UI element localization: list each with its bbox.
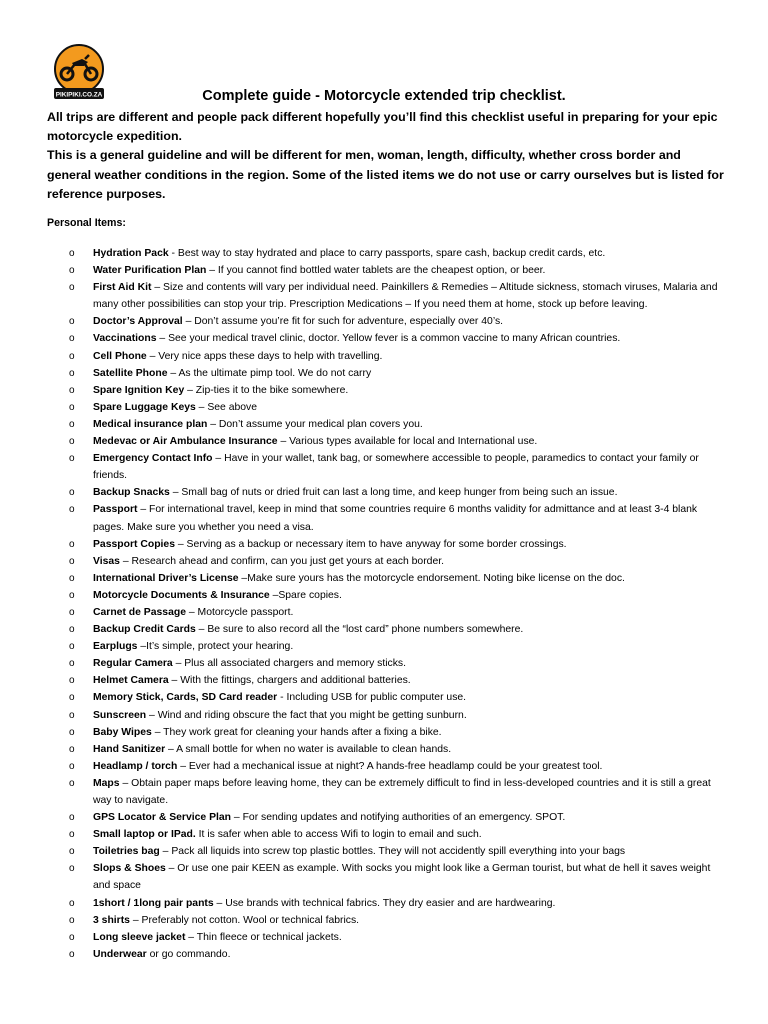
list-item: [47, 826, 725, 843]
bullet-icon: o: [69, 418, 75, 430]
list-item: [47, 929, 725, 946]
item-name: Passport Copies: [93, 538, 175, 550]
bullet-icon: o: [69, 743, 75, 755]
item-description: – As the ultimate pimp tool. We do not carry: [167, 367, 372, 379]
bullet-icon: o: [69, 453, 75, 465]
item-name: Toiletries bag: [93, 846, 160, 858]
item-description: It is safer when able to access Wifi to login to email and such.: [195, 829, 482, 841]
list-item: [47, 860, 725, 894]
item-description: - Best way to stay hydrated and place to carry passports, spare cash, backup credit cards, etc.: [168, 248, 606, 259]
item-name: Doctor’s Approval: [93, 316, 183, 328]
item-name: Hand Sanitizer: [93, 743, 166, 755]
bullet-icon: o: [69, 436, 75, 448]
item-description: –It’s simple, protect your hearing.: [137, 641, 294, 653]
item-name: Visas: [93, 555, 120, 567]
list-item: [47, 313, 725, 330]
item-description: – Use brands with technical fabrics. They dry easier and are hardwearing.: [213, 897, 556, 909]
list-item: [47, 536, 725, 553]
list-item: [47, 433, 725, 450]
bullet-icon: o: [69, 760, 75, 772]
item-name: Underwear: [93, 948, 147, 960]
list-item: [47, 416, 725, 433]
item-name: Carnet de Passage: [93, 606, 186, 618]
bullet-icon: o: [69, 487, 75, 499]
item-name: Small laptop or IPad.: [93, 829, 196, 841]
item-name: Slops & Shoes: [93, 863, 166, 875]
checklist: [47, 245, 725, 963]
bullet-icon: o: [69, 709, 75, 721]
list-item: [47, 382, 725, 399]
item-description: –Make sure yours has the motorcycle endorsement. Noting bike license on the doc.: [238, 572, 625, 584]
list-item: [47, 655, 725, 672]
bullet-icon: o: [69, 265, 75, 277]
logo-text: PIKIPIKI.CO.ZA: [55, 91, 103, 99]
list-item: [47, 809, 725, 826]
item-name: 1short / 1long pair pants: [93, 897, 214, 909]
item-name: Backup Credit Cards: [93, 624, 196, 636]
item-description: or go commando.: [146, 948, 231, 960]
list-item: [47, 895, 725, 912]
bullet-icon: o: [69, 572, 75, 584]
item-description: – If you cannot find bottled water tablets are the cheapest option, or beer.: [206, 265, 546, 277]
intro-paragraph: All trips are different and people pack different hopefully you’ll find this checklist useful in preparing for your epic motorcycle expedition.: [47, 110, 718, 144]
bullet-icon: o: [69, 812, 75, 824]
item-description: – Zip-ties it to the bike somewhere.: [184, 384, 349, 396]
list-item: [47, 843, 725, 860]
item-name: Satellite Phone: [93, 367, 168, 379]
item-name: GPS Locator & Service Plan: [93, 812, 232, 824]
item-description: – Very nice apps these days to help with travelling.: [146, 350, 383, 362]
list-item: [47, 553, 725, 570]
item-description: – Pack all liquids into screw top plastic bottles. They will not accidently spill everything into your bags: [159, 846, 626, 858]
item-description: – Various types available for local and International use.: [277, 436, 538, 448]
document-title: Complete guide - Motorcycle extended trip checklist.: [202, 88, 566, 104]
item-description: – Research ahead and confirm, can you just get yours at each border.: [119, 555, 445, 567]
list-item: [47, 672, 725, 689]
bullet-icon: o: [69, 316, 75, 328]
bullet-icon: o: [69, 777, 75, 789]
bullet-icon: o: [69, 624, 75, 636]
list-item: [47, 399, 725, 416]
list-item: [47, 484, 725, 501]
item-description: – Or use one pair KEEN as example. With socks you might look like a German tourist, but what de hell it saves weight and space: [93, 863, 711, 892]
item-description: – Wind and riding obscure the fact that you might be getting sunburn.: [146, 709, 467, 721]
item-name: Baby Wipes: [93, 726, 152, 738]
bullet-icon: o: [69, 504, 75, 516]
bullet-icon: o: [69, 692, 75, 704]
item-description: – Preferably not cotton. Wool or technical fabrics.: [129, 914, 360, 926]
list-item: [47, 775, 725, 809]
bullet-icon: o: [69, 658, 75, 670]
list-item: [47, 570, 725, 587]
bullet-icon: o: [69, 589, 75, 601]
bullet-icon: o: [69, 948, 75, 960]
item-name: Helmet Camera: [93, 675, 169, 687]
list-item: [47, 724, 725, 741]
item-name: Vaccinations: [93, 333, 157, 345]
item-name: Maps: [93, 777, 120, 789]
item-name: Emergency Contact Info: [93, 453, 213, 465]
item-name: Motorcycle Documents & Insurance: [93, 589, 270, 601]
list-item: [47, 279, 725, 313]
item-name: Spare Ignition Key: [93, 384, 185, 396]
item-description: – See your medical travel clinic, doctor. Yellow fever is a common vaccine to many African countries.: [156, 333, 621, 345]
bullet-icon: o: [69, 641, 75, 653]
bullet-icon: o: [69, 401, 75, 413]
item-name: Earplugs: [93, 641, 138, 653]
item-description: – They work great for cleaning your hands after a fixing a bike.: [151, 726, 442, 738]
item-name: Passport: [93, 504, 138, 516]
list-item: [47, 365, 725, 382]
list-item: [47, 758, 725, 775]
bullet-icon: o: [69, 384, 75, 396]
item-name: Long sleeve jacket: [93, 931, 186, 943]
bullet-icon: o: [69, 538, 75, 550]
bullet-icon: o: [69, 248, 75, 259]
item-description: – Thin fleece or technical jackets.: [185, 931, 342, 943]
list-item: [47, 741, 725, 758]
item-name: Cell Phone: [93, 350, 147, 362]
bullet-icon: o: [69, 726, 75, 738]
item-description: – Size and contents will vary per individual need. Painkillers & Remedies – Altitude sickness, stomach viruses, Malaria and many other possibilities can stop your trip. Prescription Medications – If you need them at home, stock up before leaving.: [93, 282, 718, 311]
item-name: Water Purification Plan: [93, 265, 207, 277]
bullet-icon: o: [69, 846, 75, 858]
list-item: [47, 245, 725, 262]
bullet-icon: o: [69, 863, 75, 875]
item-description: – Obtain paper maps before leaving home, they can be extremely difficult to find in less-developed countries and it is still a great way to navigate.: [93, 777, 711, 806]
item-description: – Small bag of nuts or dried fruit can last a long time, and keep hunger from being such an issue.: [169, 487, 618, 499]
item-description: – Motorcycle passport.: [185, 606, 294, 618]
bullet-icon: o: [69, 555, 75, 567]
bullet-icon: o: [69, 829, 75, 841]
item-name: Medevac or Air Ambulance Insurance: [93, 436, 278, 448]
list-item: [47, 501, 725, 535]
list-item: [47, 604, 725, 621]
bullet-icon: o: [69, 367, 75, 379]
item-description: – For international travel, keep in mind that some countries require 6 months validity for admittance and at least 3-4 blank pages. Make sure you whether you need a visa.: [93, 504, 698, 533]
item-name: Medical insurance plan: [93, 418, 208, 430]
item-name: Spare Luggage Keys: [93, 401, 196, 413]
list-item: [47, 912, 725, 929]
item-description: –Spare copies.: [269, 589, 342, 601]
item-description: – Be sure to also record all the “lost card” phone numbers somewhere.: [195, 624, 524, 636]
list-item: [47, 638, 725, 655]
item-description: - Including USB for public computer use.: [277, 692, 467, 704]
item-name: Hydration Pack: [93, 248, 169, 259]
item-name: Memory Stick, Cards, SD Card reader: [93, 692, 278, 704]
bullet-icon: o: [69, 897, 75, 909]
bullet-icon: o: [69, 282, 75, 294]
bullet-icon: o: [69, 914, 75, 926]
list-item: [47, 450, 725, 484]
item-name: 3 shirts: [93, 914, 130, 926]
item-name: Backup Snacks: [93, 487, 170, 499]
item-description: – Plus all associated chargers and memory sticks.: [172, 658, 407, 670]
bullet-icon: o: [69, 350, 75, 362]
bullet-icon: o: [69, 333, 75, 345]
item-description: – Ever had a mechanical issue at night? A hands-free headlamp could be your greatest tool.: [177, 760, 603, 772]
item-name: Regular Camera: [93, 658, 173, 670]
intro: [47, 108, 727, 204]
list-item: [47, 689, 725, 706]
list-item: [47, 348, 725, 365]
intro-paragraph: This is a general guideline and will be different for men, woman, length, difficulty, whether cross border and general weather conditions in the region. Some of the listed items we do not use or carry ourselves but is listed for reference purposes.: [47, 148, 724, 201]
item-description: – Don’t assume your medical plan covers you.: [207, 418, 423, 430]
item-description: – Have in your wallet, tank bag, or somewhere accessible to people, paramedics to contact your family or friends.: [93, 453, 699, 482]
item-description: – Serving as a backup or necessary item to have anyway for some border crossings.: [175, 538, 567, 550]
item-description: – A small bottle for when no water is available to clean hands.: [165, 743, 452, 755]
item-description: – For sending updates and notifying authorities of an emergency. SPOT.: [231, 812, 566, 824]
list-item: [47, 946, 725, 963]
item-name: First Aid Kit: [93, 282, 152, 294]
item-description: – Don’t assume you’re fit for such for adventure, especially over 40’s.: [182, 316, 504, 328]
item-name: Sunscreen: [93, 709, 147, 721]
section-label: Personal Items:: [47, 217, 126, 229]
bullet-icon: o: [69, 931, 75, 943]
item-name: Headlamp / torch: [93, 760, 178, 772]
list-item: [47, 621, 725, 638]
bullet-icon: o: [69, 606, 75, 618]
item-description: – See above: [195, 401, 258, 413]
list-item: [47, 707, 725, 724]
list-item: [47, 587, 725, 604]
item-name: International Driver’s License: [93, 572, 239, 584]
list-item: [47, 262, 725, 279]
item-description: – With the fittings, chargers and additional batteries.: [168, 675, 411, 687]
list-item: [47, 330, 725, 347]
bullet-icon: o: [69, 675, 75, 687]
